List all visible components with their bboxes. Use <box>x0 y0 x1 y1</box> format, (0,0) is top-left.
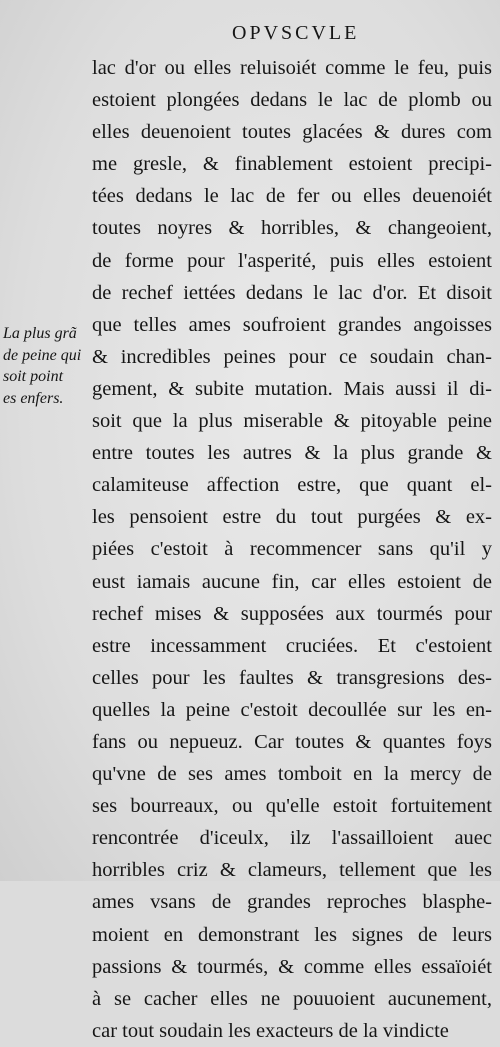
marginal-note-line: soit point <box>3 368 64 385</box>
text-line: rechef mises & supposées aux tourmés pour <box>92 602 492 625</box>
marginal-note-line: es enfers. <box>3 389 64 407</box>
marginal-note-line: La plus grã <box>3 325 77 342</box>
text-line: me gresle, & finablement estoient precipi- <box>92 153 492 176</box>
body-text <box>92 52 492 1047</box>
marginal-note-line: de peine qui <box>3 346 82 364</box>
text-line: elles deuenoient toutes glacées & dures com <box>92 121 492 144</box>
text-line: moient en demonstrant les signes de leurs <box>92 923 492 946</box>
text-line: estoient plongées dedans le lac de plomb ou <box>92 89 492 112</box>
text-line: qu'vne de ses ames tomboit en la mercy de <box>92 763 492 786</box>
text-line: ses bourreaux, ou qu'elle estoit fortuitement <box>92 795 492 818</box>
text-line: soit que la plus miserable & pitoyable peine <box>92 410 492 433</box>
text-line: toutes noyres & horribles, & changeoient, <box>92 217 492 240</box>
text-line: fans ou nepueuz. Car toutes & quantes foys <box>92 730 492 753</box>
text-line: à se cacher elles ne pouuoient aucunement, <box>92 987 492 1010</box>
text-line: les pensoient estre du tout purgées & ex- <box>92 506 492 529</box>
text-line: entre toutes les autres & la plus grande & <box>92 442 492 465</box>
text-line: de rechef iettées dedans le lac d'or. Et disoit <box>92 281 492 304</box>
text-line: & incredibles peines pour ce soudain chan- <box>92 345 492 368</box>
marginal-note <box>3 323 93 409</box>
text-line: tées dedans le lac de fer ou elles deuenoiét <box>92 185 492 208</box>
text-line: ames vsans de grandes reproches blasphe- <box>92 891 492 914</box>
text-line: calamiteuse affection estre, que quant el- <box>92 474 492 497</box>
text-line: horribles criz & clameurs, tellement que les <box>92 859 492 882</box>
text-line: quelles la peine c'estoit decoullée sur les en- <box>92 698 492 721</box>
text-line: piées c'estoit à recommencer sans qu'il y <box>92 538 492 561</box>
text-line: eust iamais aucune fin, car elles estoient de <box>92 570 492 593</box>
running-head: OPVSCVLE <box>232 22 360 44</box>
text-line: que telles ames soufroient grandes angoisses <box>92 313 492 336</box>
text-line: passions & tourmés, & comme elles essaïoiét <box>92 955 492 978</box>
text-line: estre incessamment cruciées. Et c'estoient <box>92 634 492 657</box>
text-line: gement, & subite mutation. Mais aussi il di- <box>92 377 492 400</box>
text-line: rencontrée d'iceulx, ilz l'assailloient auec <box>92 827 492 850</box>
text-line: lac d'or ou elles reluisoiét comme le feu, puis <box>92 57 492 79</box>
text-line: celles pour les faultes & transgresions des- <box>92 666 492 689</box>
text-line: car tout soudain les exacteurs de la vindicte <box>92 1019 449 1042</box>
text-line: de forme pour l'asperité, puis elles estoient <box>92 249 492 272</box>
